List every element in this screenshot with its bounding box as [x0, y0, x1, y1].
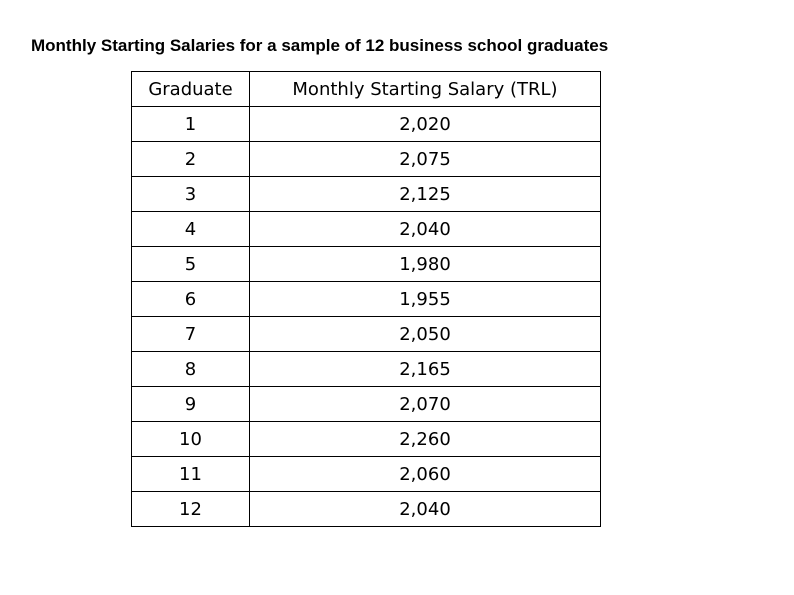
salary-cell: 2,020 [250, 107, 601, 142]
salary-cell: 2,040 [250, 492, 601, 527]
salary-cell: 2,060 [250, 457, 601, 492]
table-row [132, 317, 601, 352]
table-row [132, 212, 601, 247]
graduate-cell: 4 [132, 212, 250, 247]
graduate-cell: 1 [132, 107, 250, 142]
salary-cell: 2,125 [250, 177, 601, 212]
header-salary: Monthly Starting Salary (TRL) [250, 72, 601, 107]
graduate-cell: 2 [132, 142, 250, 177]
graduate-cell: 11 [132, 457, 250, 492]
graduate-cell: 7 [132, 317, 250, 352]
table-row [132, 457, 601, 492]
graduate-cell: 12 [132, 492, 250, 527]
graduate-cell: 3 [132, 177, 250, 212]
graduate-cell: 5 [132, 247, 250, 282]
table-row [132, 387, 601, 422]
salary-cell: 2,070 [250, 387, 601, 422]
salary-table [131, 71, 601, 527]
graduate-cell: 8 [132, 352, 250, 387]
table-row [132, 492, 601, 527]
salary-cell: 2,260 [250, 422, 601, 457]
table-row [132, 352, 601, 387]
salary-cell: 2,075 [250, 142, 601, 177]
table-row [132, 107, 601, 142]
table-row [132, 177, 601, 212]
graduate-cell: 10 [132, 422, 250, 457]
salary-cell: 1,955 [250, 282, 601, 317]
salary-cell: 2,165 [250, 352, 601, 387]
table-row [132, 422, 601, 457]
table-row [132, 142, 601, 177]
graduate-cell: 9 [132, 387, 250, 422]
salary-cell: 2,040 [250, 212, 601, 247]
salary-cell: 1,980 [250, 247, 601, 282]
header-graduate: Graduate [132, 72, 250, 107]
salary-cell: 2,050 [250, 317, 601, 352]
table-row [132, 247, 601, 282]
graduate-cell: 6 [132, 282, 250, 317]
table-row [132, 282, 601, 317]
table-header-row [132, 72, 601, 107]
page-title: Monthly Starting Salaries for a sample of 12 business school graduates [31, 36, 609, 55]
